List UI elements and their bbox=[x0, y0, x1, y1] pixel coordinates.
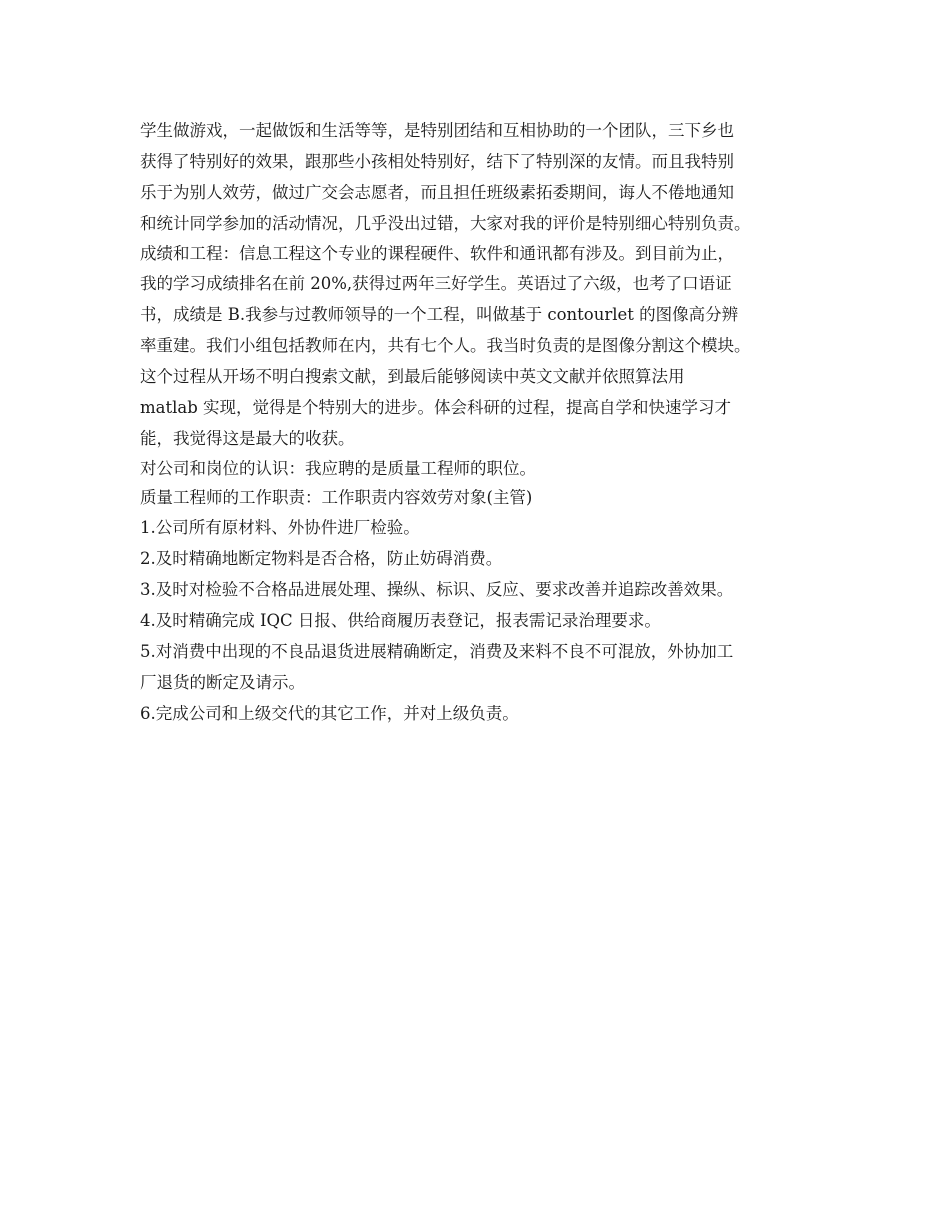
text-line: 能，我觉得这是最大的收获。 bbox=[140, 429, 355, 448]
text-line: 率重建。我们小组包括教师在内，共有七个人。我当时负责的是图像分割这个模块。 bbox=[140, 336, 751, 355]
text-line: 获得了特别好的效果，跟那些小孩相处特别好，结下了特别深的友情。而且我特别 bbox=[140, 152, 734, 171]
text-line: 和统计同学参加的活动情况，几乎没出过错，大家对我的评价是特别细心特别负责。 bbox=[140, 214, 751, 233]
text-line: 学生做游戏，一起做饭和生活等等，是特别团结和互相协助的一个团队，三下乡也 bbox=[140, 121, 734, 140]
list-item: 2.及时精确地断定物料是否合格，防止妨碍消费。 bbox=[140, 549, 503, 568]
text-line: 成绩和工程：信息工程这个专业的课程硬件、软件和通讯都有涉及。到目前为止， bbox=[140, 244, 734, 263]
list-item: 1.公司所有原材料、外协件进厂检验。 bbox=[140, 518, 420, 537]
list-item-continuation: 厂退货的断定及请示。 bbox=[140, 673, 305, 692]
list-item: 5.对消费中出现的不良品退货进展精确断定，消费及来料不良不可混放，外协加工 bbox=[140, 642, 734, 661]
list-item: 3.及时对检验不合格品进展处理、操纵、标识、反应、要求改善并追踪改善效果。 bbox=[140, 580, 734, 599]
list-item: 6.完成公司和上级交代的其它工作，并对上级负责。 bbox=[140, 704, 519, 723]
text-line: 书，成绩是 B.我参与过教师领导的一个工程，叫做基于 contourlet 的图像高分辨 bbox=[140, 305, 739, 324]
text-line: matlab 实现，觉得是个特别大的进步。体会科研的过程，提高自学和快速学习才 bbox=[140, 398, 732, 417]
document-body bbox=[140, 115, 820, 729]
text-line: 这个过程从开场不明白搜索文献，到最后能够阅读中英文文献并依照算法用 bbox=[140, 367, 685, 386]
text-line: 对公司和岗位的认识：我应聘的是质量工程师的职位。 bbox=[140, 459, 536, 478]
list-item: 4.及时精确完成 IQC 日报、供给商履历表登记，报表需记录治理要求。 bbox=[140, 611, 661, 630]
text-line: 质量工程师的工作职责：工作职责内容效劳对象(主管) bbox=[140, 488, 533, 507]
text-line: 我的学习成绩排名在前 20%,获得过两年三好学生。英语过了六级，也考了口语证 bbox=[140, 274, 732, 293]
text-line: 乐于为别人效劳，做过广交会志愿者，而且担任班级素拓委期间，诲人不倦地通知 bbox=[140, 183, 734, 202]
